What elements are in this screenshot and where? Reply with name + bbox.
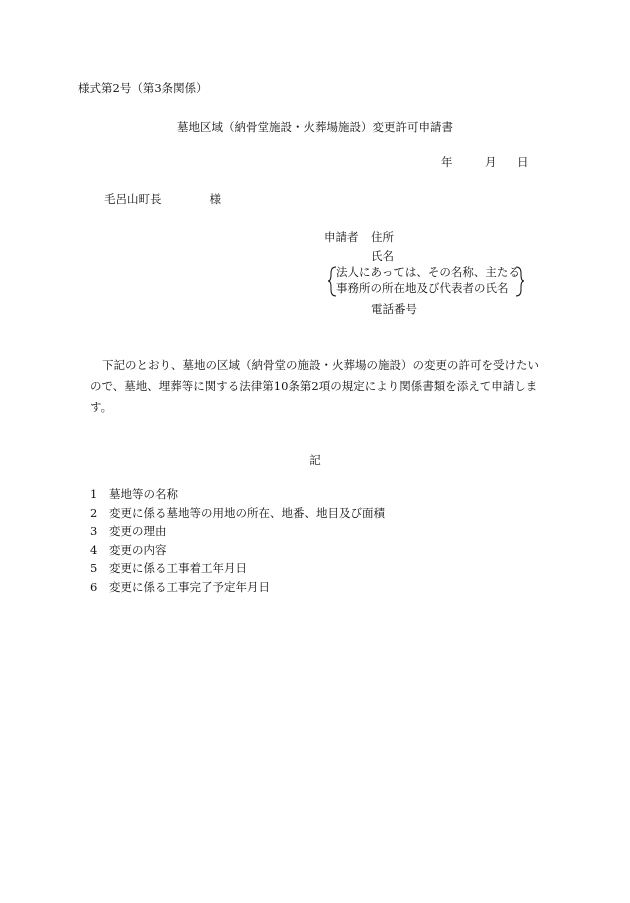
addressee-name: 毛呂山町長: [104, 192, 162, 206]
item-number: 5: [90, 561, 98, 575]
corporate-note-line2: 事務所の所在地及び代表者の氏名: [336, 281, 509, 295]
item-text: 変更の内容: [109, 542, 167, 557]
item-text: 墓地等の名称: [109, 487, 178, 501]
item-text: 変更に係る墓地等の用地の所在、地番、地目及び面積: [109, 505, 385, 520]
item-text: 変更の理由: [109, 524, 167, 538]
date-day: 日: [517, 155, 529, 169]
addressee-honorific: 様: [209, 192, 221, 206]
item-number: 6: [90, 579, 98, 594]
list-item: [90, 560, 385, 579]
applicant-label: 申請者: [324, 230, 359, 244]
list-item: [90, 523, 385, 542]
item-text: 変更に係る工事着工年月日: [109, 561, 247, 575]
list-item: [90, 542, 385, 561]
phone-label: 電話番号: [371, 302, 417, 316]
item-text: 変更に係る工事完了予定年月日: [109, 579, 270, 594]
item-number: 3: [90, 524, 98, 538]
corporate-note-line1: 法人にあっては、その名称、主たる: [336, 265, 520, 279]
list-item: [90, 486, 385, 505]
form-number: 様式第2号（第3条関係）: [78, 81, 208, 95]
address-label: 住所: [371, 230, 394, 244]
document-title: 墓地区域（納骨堂施設・火葬場施設）変更許可申請書: [177, 120, 453, 134]
addressee: [104, 191, 221, 208]
date-year: 年: [441, 155, 453, 169]
name-label: 氏名: [371, 249, 394, 263]
date-month: 月: [485, 155, 497, 169]
date-line: [441, 154, 529, 171]
body-paragraph: 下記のとおり、墓地の区域（納骨堂の施設・火葬場の施設）の変更の許可を受けたいので、墓地、埋葬等に関する法律第10条第2項の規定により関係書類を添えて申請します。: [90, 358, 539, 414]
item-list: [90, 486, 385, 597]
list-item: [90, 505, 385, 524]
item-number: 1: [90, 487, 98, 501]
list-item: [90, 579, 385, 598]
ki-heading: 記: [309, 453, 321, 467]
corporate-note: [328, 266, 524, 296]
item-number: 2: [90, 505, 98, 520]
item-number: 4: [90, 542, 98, 557]
